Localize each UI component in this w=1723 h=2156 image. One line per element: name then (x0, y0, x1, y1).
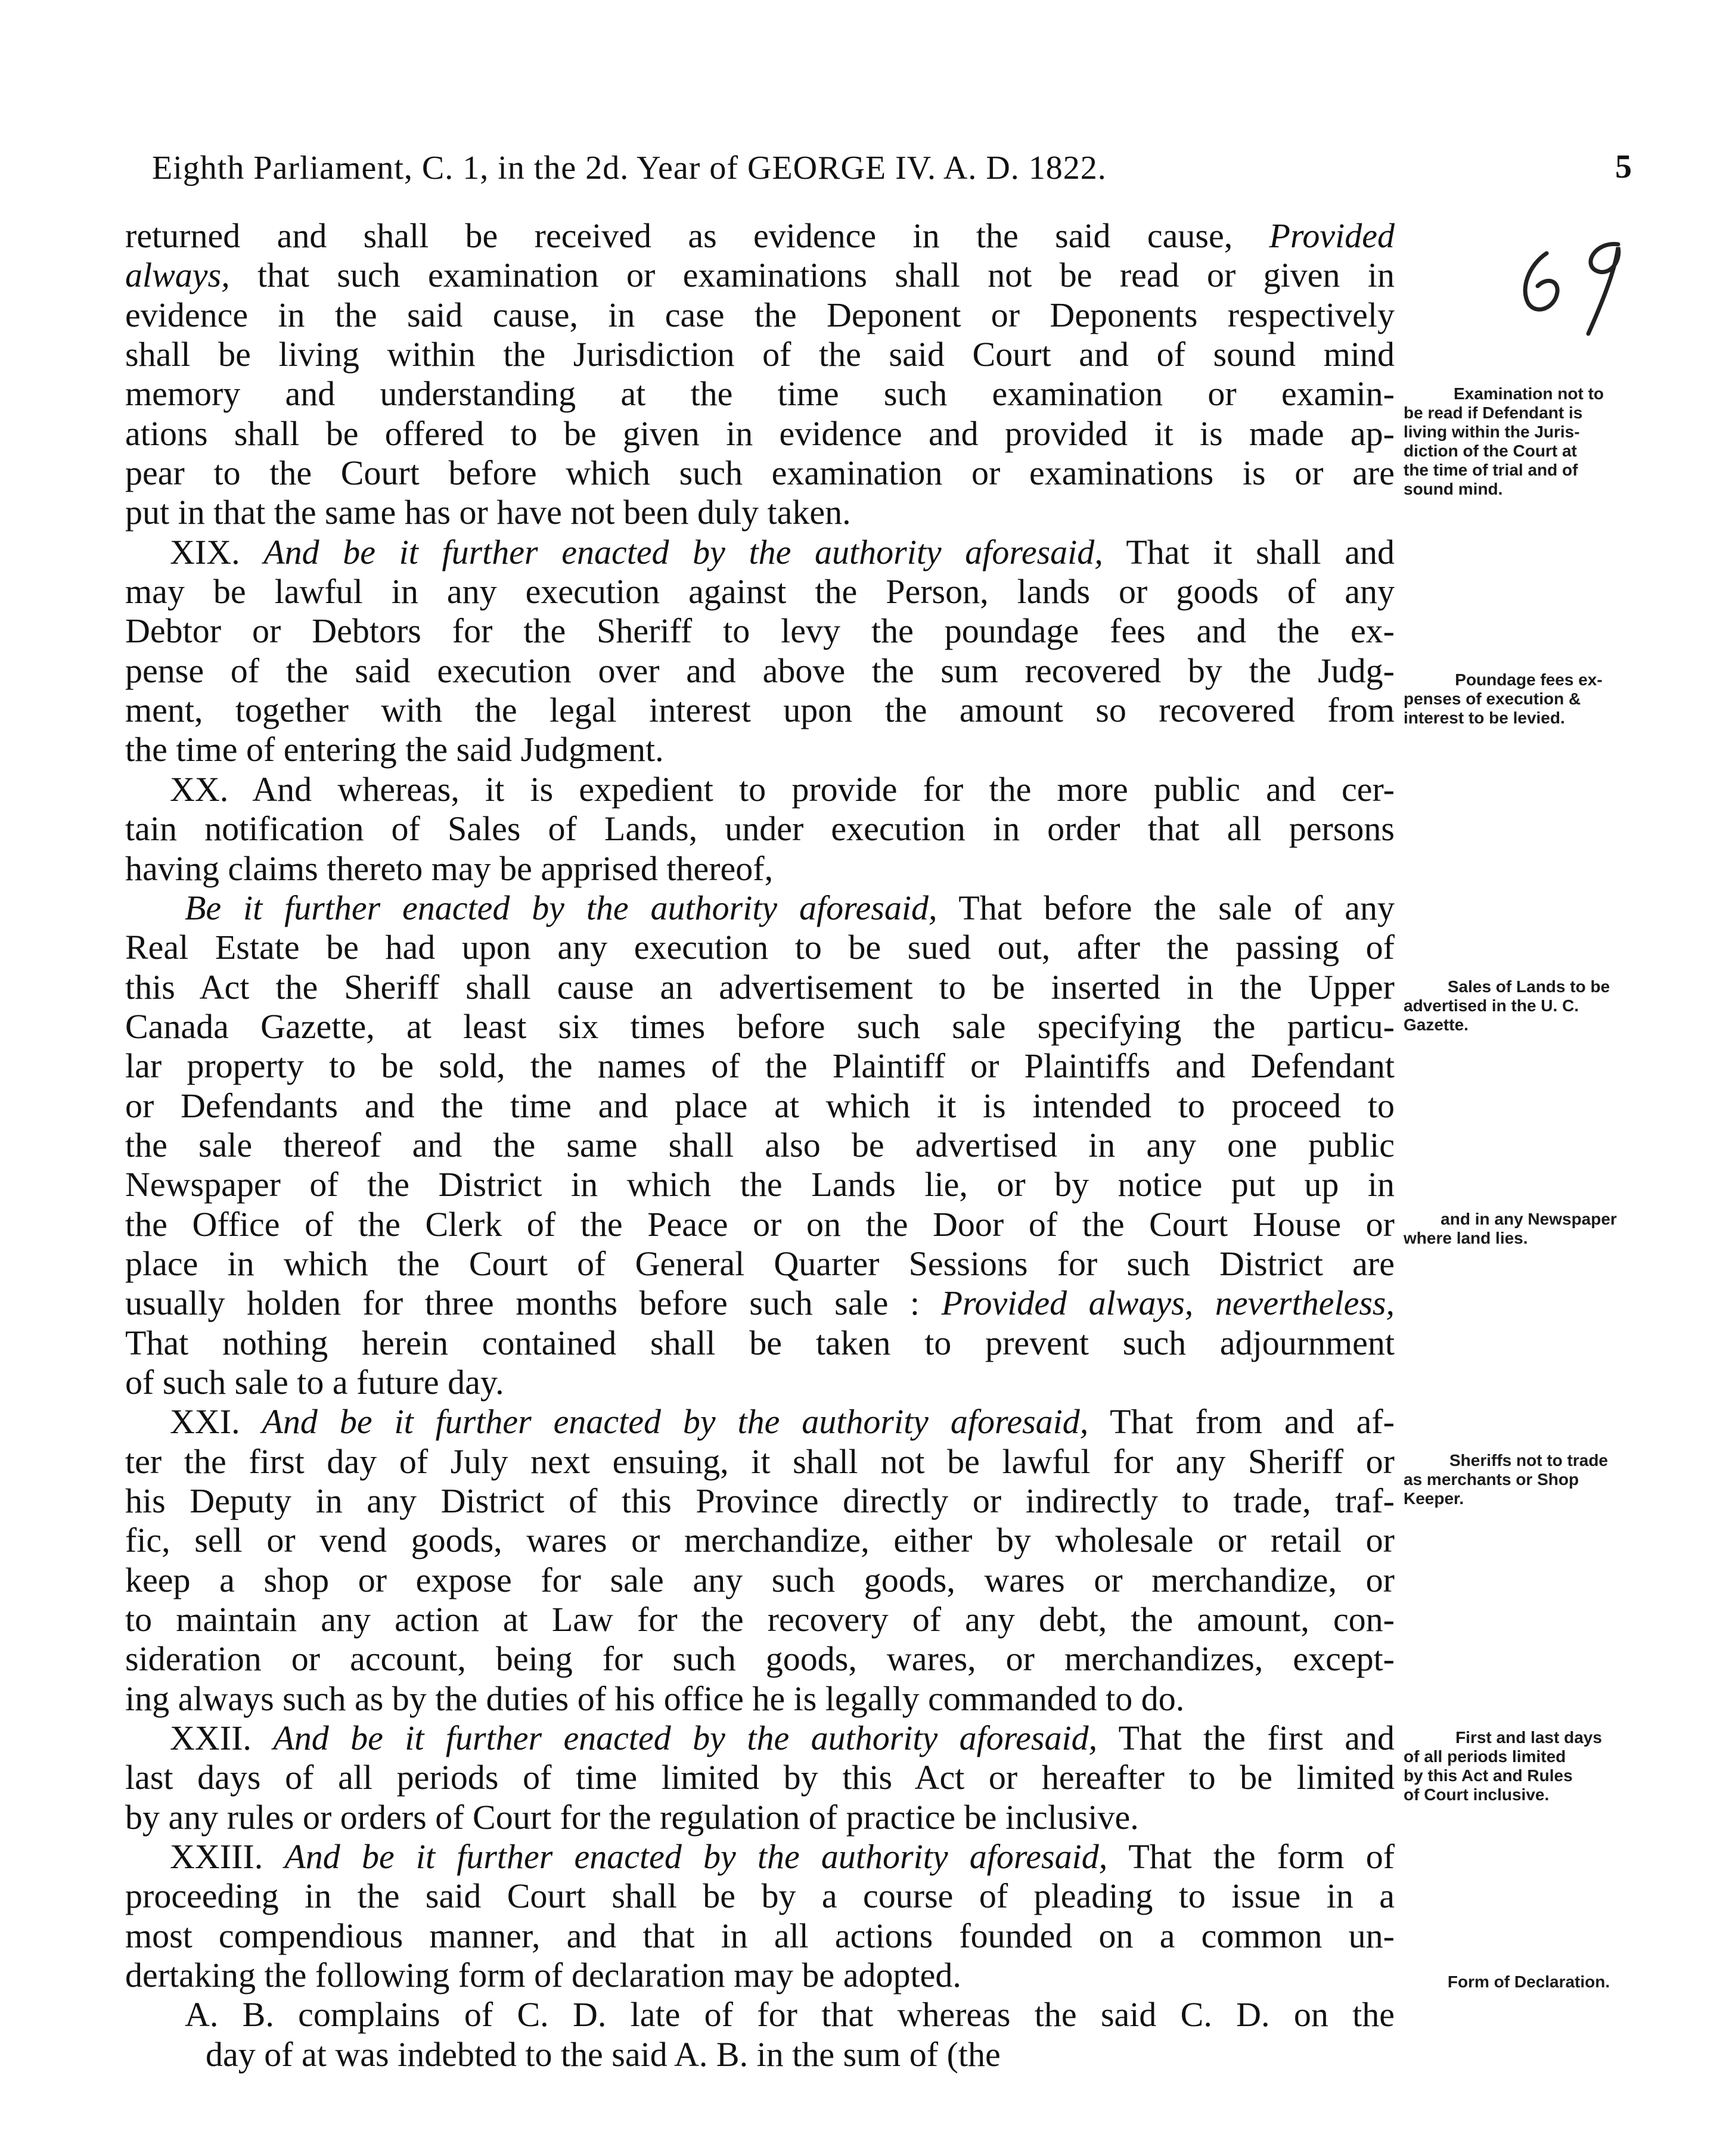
text-line: proceeding in the said Court shall be by a course of pleading to issue in a (125, 1877, 1395, 1916)
text-line: by any rules or orders of Court for the regulation of practice be inclusive. (125, 1797, 1139, 1837)
text-line: the time of entering the said Judgment. (125, 730, 664, 769)
side-note (1404, 1451, 1654, 1508)
side-note-line: Sales of Lands to be (1447, 977, 1610, 996)
side-note (1404, 1728, 1654, 1804)
text-line: ter the first day of July next ensuing, it shall not be lawful for any Sheriff or (125, 1442, 1395, 1481)
side-note-line: Form of Declaration. (1447, 1972, 1610, 1991)
text-line: most compendious manner, and that in all actions founded on a common un- (125, 1916, 1395, 1955)
side-note-line: where land lies. (1404, 1229, 1528, 1247)
text-line: place in which the Court of General Quarter Sessions for such District are (125, 1244, 1395, 1283)
text-line: evidence in the said cause, in case the Deponent or Deponents respectively (125, 295, 1395, 334)
text-line: ment, together with the legal interest upon the amount so recovered from (125, 691, 1395, 730)
text-line: pense of the said execution over and above the sum recovered by the Judg- (125, 651, 1395, 690)
body-text (125, 216, 1395, 2074)
side-note-line: be read if Defendant is (1404, 403, 1583, 422)
text-line: the sale thereof and the same shall also be advertised in any one public (125, 1125, 1395, 1164)
text-line: Be it further enacted by the authority aforesaid, That before the sale of any (185, 888, 1395, 927)
text-line: pear to the Court before which such examination or examinations is or are (125, 453, 1395, 493)
text-line: memory and understanding at the time such examination or examin- (125, 374, 1395, 414)
text-line: last days of all periods of time limited by this Act or hereafter to be limited (125, 1758, 1395, 1797)
text-line: ing always such as by the duties of his office he is legally commanded to do. (125, 1679, 1185, 1718)
text-line: to maintain any action at Law for the recovery of any debt, the amount, con- (125, 1600, 1395, 1639)
side-note-line: First and last days (1455, 1728, 1602, 1747)
side-note (1404, 384, 1654, 499)
text-line: keep a shop or expose for sale any such goods, wares or merchandize, or (125, 1560, 1395, 1599)
text-line: XXIII. And be it further enacted by the authority aforesaid, That the form of (170, 1837, 1395, 1877)
text-line: XXI. And be it further enacted by the authority aforesaid, That from and af- (170, 1402, 1395, 1442)
side-note-line: of all periods limited (1404, 1747, 1566, 1766)
text-line: Canada Gazette, at least six times before such sale specifying the particu- (125, 1006, 1395, 1046)
side-note-line: diction of the Court at (1404, 442, 1577, 460)
text-line: XX. And whereas, it is expedient to provide for the more public and cer- (170, 769, 1395, 809)
side-note (1404, 1972, 1654, 1992)
text-line: this Act the Sheriff shall cause an advertisement to be inserted in the Upper (125, 967, 1395, 1006)
text-line: his Deputy in any District of this Province directly or indirectly to trade, traf- (125, 1481, 1395, 1520)
side-note (1404, 977, 1654, 1034)
side-note-line: interest to be levied. (1404, 709, 1565, 727)
side-note-line: advertised in the U. C. (1404, 996, 1579, 1015)
side-note-line: living within the Juris- (1404, 422, 1580, 441)
text-line: A. B. complains of C. D. late of for that whereas the said C. D. on the (185, 1995, 1395, 2034)
text-line: tain notification of Sales of Lands, under execution in order that all persons (125, 809, 1395, 849)
text-line: lar property to be sold, the names of the Plaintiff or Plaintiffs and Defendant (125, 1046, 1395, 1086)
text-line: That nothing herein contained shall be taken to prevent such adjournment (125, 1323, 1395, 1362)
text-line: fic, sell or vend goods, wares or merchandize, either by wholesale or retail or (125, 1521, 1395, 1560)
text-line: always, that such examination or examinations shall not be read or given in (125, 256, 1395, 295)
text-line: having claims thereto may be apprised thereof, (125, 849, 774, 888)
text-line: may be lawful in any execution against the Person, lands or goods of any (125, 572, 1395, 611)
side-note-line: of Court inclusive. (1404, 1785, 1550, 1804)
side-note-line: by this Act and Rules (1404, 1766, 1573, 1785)
running-header: Eighth Parliament, C. 1, in the 2d. Year of GEORGE IV. A. D. 1822. (152, 150, 1107, 187)
side-note-line: penses of execution & (1404, 689, 1581, 708)
text-line: ations shall be offered to be given in evidence and provided it is made ap- (125, 414, 1395, 453)
side-note (1404, 1210, 1654, 1248)
text-line: Newspaper of the District in which the Lands lie, or by notice put up in (125, 1165, 1395, 1204)
side-note-line: sound mind. (1404, 480, 1503, 498)
text-line: or Defendants and the time and place at which it is intended to proceed to (125, 1086, 1395, 1125)
side-note-line: Examination not to (1454, 384, 1604, 403)
side-note-line: Gazette. (1404, 1015, 1469, 1034)
side-note-line: Poundage fees ex- (1455, 670, 1603, 689)
text-line: XIX. And be it further enacted by the authority aforesaid, That it shall and (170, 532, 1395, 571)
text-line: Real Estate be had upon any execution to be sued out, after the passing of (125, 928, 1395, 967)
text-line: returned and shall be received as evidence in the said cause, Provided (125, 216, 1395, 255)
text-line: sideration or account, being for such goods, wares, or merchandizes, except- (125, 1639, 1395, 1679)
text-line: of such sale to a future day. (125, 1362, 504, 1402)
text-line: XXII. And be it further enacted by the authority aforesaid, That the first and (170, 1719, 1395, 1758)
side-note (1404, 670, 1654, 728)
side-note-line: Sheriffs not to trade (1449, 1451, 1608, 1470)
text-line: dertaking the following form of declaration may be adopted. (125, 1956, 961, 1995)
side-note-line: Keeper. (1404, 1489, 1464, 1508)
text-line: usually holden for three months before such sale : Provided always, nevertheless, (125, 1284, 1395, 1323)
side-note-line: the time of trial and of (1404, 461, 1578, 479)
text-line: the Office of the Clerk of the Peace or on the Door of the Court House or (125, 1204, 1395, 1244)
side-note-line: and in any Newspaper (1441, 1210, 1617, 1228)
handwritten-leaf-number (1505, 229, 1648, 340)
text-line: shall be living within the Jurisdiction of the said Court and of sound mind (125, 335, 1395, 374)
text-line: Debtor or Debtors for the Sheriff to levy the poundage fees and the ex- (125, 611, 1395, 651)
side-note-line: as merchants or Shop (1404, 1470, 1579, 1489)
text-line: put in that the same has or have not been duly taken. (125, 493, 851, 532)
folio-number: 5 (1615, 148, 1632, 185)
text-line: day of at was indebted to the said A. B. in the sum of (the (206, 2034, 1001, 2074)
